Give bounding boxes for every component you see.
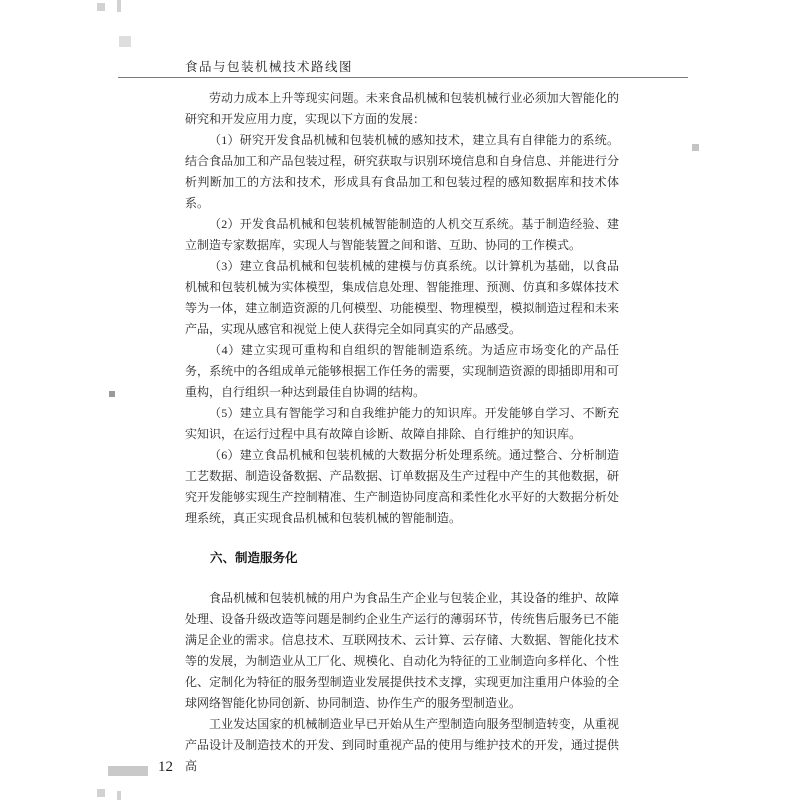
section-heading: 六、制造服务化 xyxy=(210,551,298,565)
paragraph-item-3: （3）建立食品机械和包装机械的建模与仿真系统。以计算机为基础，以食品机械和包装机械为实体模型，集成信息处理、智能推理、预测、仿真和多媒体技术等为一体，建立制造资源的几何模型、功能模型、物理模型，模拟制造过程和未来产品，实现从感官和视觉上使人获得完全如同真实的产品感受。 xyxy=(185,259,619,336)
paragraph-item-5: （5）建立具有智能学习和自我维护能力的知识库。开发能够自学习、不断充实知识，在运行过程中具有故障自诊断、故障自排除、自行维护的知识库。 xyxy=(185,406,619,441)
footer-decoration-bar xyxy=(108,766,148,776)
registration-mark-top xyxy=(117,0,121,12)
registration-mark-left-edge xyxy=(109,391,115,397)
header-decoration-square xyxy=(119,36,131,47)
registration-mark-top-left xyxy=(97,3,105,11)
body-text-block xyxy=(185,88,619,777)
paragraph-item-6: （6）建立食品机械和包装机械的大数据分析处理系统。通过整合、分析制造工艺数据、制造设备数据、产品数据、订单数据及生产过程中产生的其他数据，研究开发能够实现生产控制精准、生产制造协同度高和柔性化水平好的大数据分析处理系统，真正实现食品机械和包装机械的智能制造。 xyxy=(185,448,619,525)
paragraph-item-4: （4）建立实现可重构和自组织的智能制造系统。为适应市场变化的产品任务，系统中的各组成单元能够根据工作任务的需要，实现制造资源的即插即用和可重构，自行组织一种达到最佳自协调的结构。 xyxy=(185,343,619,399)
registration-mark-bottom-left xyxy=(97,789,105,797)
registration-mark-bottom xyxy=(117,791,121,800)
page-number: 12 xyxy=(158,759,173,775)
paragraph-service-1: 食品机械和包装机械的用户为食品生产企业与包装企业，其设备的维护、故障处理、设备升级改造等问题是制约企业生产运行的薄弱环节，传统售后服务已不能满足企业的需求。信息技术、互联网技术、云计算、云存储、大数据、智能化技术等的发展，为制造业从工厂化、规模化、自动化为特征的工业制造向多样化、个性化、定制化为特征的服务型制造业发展提供技术支撑，实现更加注重用户体验的全球网络智能化协同创新、协同制造、协作生产的服务型制造业。 xyxy=(185,591,619,710)
paragraph-service-2: 工业发达国家的机械制造业早已开始从生产型制造向服务型制造转变，从重视产品设计及制造技术的开发、到同时重视产品的使用与维护技术的开发，通过提供高 xyxy=(185,717,619,773)
header-rule xyxy=(118,77,688,78)
paragraph-item-2: （2）开发食品机械和包装机械智能制造的人机交互系统。基于制造经验、建立制造专家数据库，实现人与智能装置之间和谐、互助、协同的工作模式。 xyxy=(185,217,619,252)
registration-mark-right-edge xyxy=(692,144,699,151)
paragraph-item-1: （1）研究开发食品机械和包装机械的感知技术，建立具有自律能力的系统。结合食品加工和产品包装过程，研究获取与识别环境信息和自身信息、并能进行分析判断加工的方法和技术，形成具有食品加工和包装过程的感知数据库和技术体系。 xyxy=(185,133,619,210)
paragraph-intro: 劳动力成本上升等现实问题。未来食品机械和包装机械行业必须加大智能化的研究和开发应用力度，实现以下方面的发展： xyxy=(185,91,619,126)
running-head-title: 食品与包装机械技术路线图 xyxy=(185,60,354,74)
